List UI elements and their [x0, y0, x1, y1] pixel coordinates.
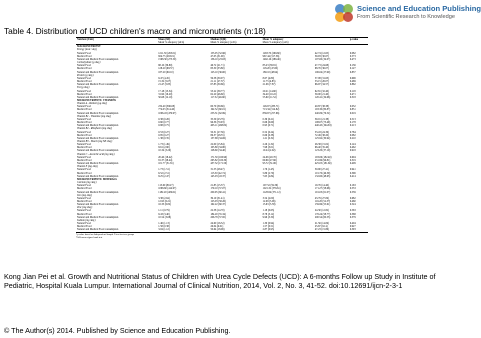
table-cell: Natural Food	[77, 76, 91, 80]
table-cell: 47.23 (15.86)	[314, 228, 349, 232]
table-cell: 0.69 (0.38)	[262, 133, 275, 137]
table-cell: 0.319	[349, 158, 356, 162]
table-cell: 0.553	[349, 187, 356, 191]
table-cell: 86.37 (28.55)	[210, 133, 225, 137]
table-cell: Medical Food	[77, 225, 92, 229]
table-subheader-cell: Mean % adequacy (sd/n)	[262, 41, 314, 45]
table-cell: 123.20 (37.10)	[314, 149, 331, 153]
table-cell: Protein (g /day)	[77, 73, 94, 77]
table-cell: 136.10 (23.63)	[210, 57, 226, 61]
copyright-text: © The Author(s) 2014. Published by Science and Education Publishing.	[4, 326, 231, 335]
table-footnote: ² Wilcoxon signed rank test	[76, 235, 103, 239]
table-cell: 24.60 (16.52)	[210, 222, 225, 226]
table-cell: 0.163	[349, 184, 356, 188]
table-cell: 47.73 (24.68)	[314, 64, 329, 68]
table-cell: 96.40 (35.40)	[314, 146, 329, 150]
table-cell: 107.60 (34.07)	[314, 57, 331, 61]
table-cell: MACRONUTRIENT	[77, 45, 101, 49]
table-cell: 0.573	[349, 54, 356, 58]
table-cell: 10.34 (3.20)	[158, 149, 172, 153]
table-cell: Vitamin E (mg /day)	[77, 165, 98, 169]
table-cell: Natural Food	[77, 89, 91, 93]
table-cell: 265.82 (100.30)	[210, 158, 228, 162]
table-cell: 132.60 (48.63)	[314, 174, 331, 178]
table-cell: Natural Food	[77, 105, 91, 109]
table-cell: Carbohydrate (g /day)	[77, 61, 101, 65]
table-cell: 240.09 (76.52)	[314, 111, 331, 115]
table-cell: 39.19 (31.41)	[210, 196, 225, 200]
table-cell: 0.66 (0.69)	[262, 121, 275, 125]
table-cell: 179.10 (57.07)	[210, 187, 226, 191]
table-cell: 72.49 (38.20)	[314, 133, 329, 137]
table-cell: 1021.32 (376.61)	[262, 187, 281, 191]
table-cell: Fat (g /day)	[77, 86, 90, 90]
table-cell: MICRONUTRIENTS: VITAMINS	[77, 98, 116, 102]
table-cell: 171.27 (58.66)	[314, 187, 331, 191]
table-cell: 0.127	[349, 67, 356, 71]
table-cell: 0.469	[349, 80, 356, 84]
table-cell: 0.462	[349, 146, 356, 150]
table-cell: 10.24 (2.92)	[262, 149, 276, 153]
table-cell: 128.60 (34.40)	[210, 149, 226, 153]
table-cell: 25.67 (8.14)	[314, 225, 328, 229]
table-cell: Natural and Medical Food consumption	[77, 70, 119, 74]
table-cell: 0.082	[349, 133, 356, 137]
table-cell: 403.11 (268.82)	[210, 124, 227, 128]
table-cell: 9.96 (3.30)	[262, 215, 275, 219]
table-cell: Natural and Medical Food consumption	[77, 203, 119, 207]
table-cell: 0.604	[349, 155, 356, 159]
table-cell: 62.20 (46.60)	[210, 92, 225, 96]
table-cell: Natural Food	[77, 209, 91, 213]
table-cell: 0.460	[349, 199, 356, 203]
table-subheader-cell: Mean % adequacy (sd/n)	[209, 41, 261, 45]
table-header-cell: Mean % adequacy	[262, 38, 314, 42]
table-cell: 3.54 (2.00)	[262, 196, 275, 200]
table-cell: 22.00 (15.84)	[210, 143, 225, 147]
table-subheader-cell: Mean % adequacy (sd/n)	[157, 41, 209, 45]
table-cell: Natural Food	[77, 168, 91, 172]
table-cell: Natural and Medical Food consumption	[77, 149, 119, 153]
table-header-cell: Mean (SD)	[157, 38, 209, 42]
publisher-logo-icon	[334, 3, 354, 23]
table-cell: 20.40 (18.42)	[158, 155, 173, 159]
table-cell: Medical Food	[77, 187, 92, 191]
table-cell: 0.918	[349, 149, 356, 153]
table-cell: 0.98 (0.75)	[158, 124, 170, 128]
table-cell: Natural Food	[77, 196, 91, 200]
table-cell: Natural and Medical Food consumption	[77, 111, 119, 115]
table-cell: 137.68 (34.06)	[210, 136, 226, 140]
table-cell: 81.37 (28.44)	[158, 158, 173, 162]
table-cell: 1006.43 (479.97)	[158, 111, 177, 115]
table-cell: 40.87 (38.38)	[314, 105, 329, 109]
table-cell: 62.81 (32.40)	[314, 89, 329, 93]
table-cell: 2.87 (0.95)	[262, 228, 314, 232]
table-cell: 713.34 (314.82)	[262, 108, 280, 112]
table-cell: Natural and Medical Food consumption	[77, 95, 119, 99]
table-cell: 0.471	[349, 92, 356, 96]
table-cell: 15.63 (5.58)	[262, 203, 276, 207]
table-cell: Medical Food	[77, 158, 92, 162]
table-cell: 21.11 (27.37)	[210, 80, 225, 84]
table-cell: 69.66 (27.66)	[262, 158, 277, 162]
table-cell: 17.18 (13.34)	[158, 89, 173, 93]
table-cell: 125.92 (30.92)	[314, 136, 331, 140]
table-cell: Natural Food	[77, 155, 91, 159]
table-cell: 0.539	[349, 190, 356, 194]
table-cell: Natural Food	[77, 51, 91, 55]
table-cell: Medical Food	[77, 67, 92, 71]
table-cell: 30.90 (27.41)	[314, 168, 329, 172]
table-cell: 191.03 (61.07)	[314, 190, 331, 194]
table-cell: 1.58 (0.38)	[158, 225, 170, 229]
table-cell: 437.32 (171.50)	[210, 162, 228, 166]
table-cell: 0.473	[349, 57, 356, 61]
table-cell: 193.06 (182.40)	[314, 155, 332, 159]
table-cell: 0.837	[349, 70, 356, 74]
table-cell: 200.95 (60.41)	[210, 190, 226, 194]
table-cell: Medical Food	[77, 80, 92, 84]
table-cell: 50.64 (18.06)	[209, 228, 261, 232]
table-cell: Medical Food	[77, 199, 92, 203]
table-cell: 105.80 (34.80)	[210, 146, 226, 150]
table-cell: 0.38 (0.26)	[158, 117, 170, 121]
table-cell: 0.524	[349, 203, 356, 207]
table-cell: 24.06 (20.70)	[262, 155, 277, 159]
table-cell: 1128.84 (371.12)	[262, 190, 281, 194]
table-cell: 19.76 (14.40)	[314, 184, 329, 188]
table-cell: 0.53 (0.27)	[158, 130, 170, 134]
table-cell: 108.67 (73.49)	[314, 121, 331, 125]
table-footnote: ¹ p value based on Independent Sample T-test for two groups	[76, 232, 135, 236]
table-cell: 126.67 (283.71)	[262, 105, 280, 109]
table-cell: 1068.60 (414.97)	[158, 187, 177, 191]
table-cell: 31.53 (28.47)	[210, 168, 225, 172]
table-cell: 16.33 (6.82)	[158, 203, 172, 207]
table-cell: 47.05 (31.90)	[210, 54, 225, 58]
table-cell: 2.26 (1.32)	[262, 143, 275, 147]
table-cell: 162.22 (60.37)	[210, 203, 226, 207]
table-cell: 21.85 (15.37)	[210, 184, 225, 188]
table-cell: Iron (mg /day)	[77, 193, 93, 197]
table-cell: Natural Food	[77, 222, 91, 226]
table-cell: 0.082	[349, 51, 356, 55]
table-cell: 1.57 (0.51)	[262, 225, 275, 229]
citation-text: Kong Jian Pei et al. Growth and Nutritional Status of Children with Urea Cycle Defects (UCD): A 6-months Follow up Study in Institute of Pediatric, Hospital Kuala Lumpur. International Journal of Clinical Nutrition, 2014, Vol. 2, No. 3, 41-52. doi:10.12691/ijcn-2-3-1	[4, 272, 436, 290]
table-cell: 113.60 (80.27)	[158, 184, 174, 188]
table-cell: 50.31 (27.36)	[210, 130, 225, 134]
table-cell: 192.52 (60.01)	[210, 108, 226, 112]
table-cell: 8.78 (3.12)	[262, 212, 275, 216]
table-cell: 101.77 (31.81)	[158, 162, 174, 166]
table-cell: Medical Food	[77, 108, 92, 112]
table-cell: 193.30 (80.87)	[314, 108, 331, 112]
table-cell: 206.78 (57.95)	[210, 215, 226, 219]
table-cell: 9.47 (4.45)	[158, 76, 170, 80]
table-cell: 0.404	[349, 222, 356, 226]
table-cell: 10.54 (3.68)	[158, 215, 172, 219]
table-cell: 55.60 (11.52)	[262, 95, 277, 99]
table-cell: 0.927	[349, 225, 356, 229]
table-image	[76, 37, 368, 271]
table-header-cell: Median (IQR)	[209, 38, 261, 42]
table-cell: 0.210	[349, 136, 356, 140]
table-header-cell: p-value	[349, 38, 368, 42]
table-cell: 6.52 (2.51)	[158, 171, 170, 175]
table-cell: 8.25 (2.47)	[158, 174, 170, 178]
table-cell: 8.61 (2.90)	[158, 146, 170, 150]
publisher-logo	[334, 2, 481, 24]
table-cell: 1598.30 (273.50)	[158, 57, 177, 61]
table-cell: 1.73 (1.49)	[158, 143, 170, 147]
table-cell: Natural Food	[77, 64, 91, 68]
table-cell: 0.784	[349, 130, 356, 134]
table-cell: 12.09 (5.06)	[262, 199, 276, 203]
table-cell: 101.70 (46.39)	[314, 171, 331, 175]
table-cell: Natural and Medical Food consumption	[77, 83, 119, 87]
publisher-tagline: From Scientific Research to Knowledge	[357, 14, 455, 20]
figure-title: Table 4. Distribution of UCD children's macro and micronutrients (n:18)	[4, 26, 266, 36]
table-cell: 1.21 (0.32)	[262, 136, 275, 140]
table-cell: 0.032	[349, 105, 356, 109]
table-cell: 9.43 (3.40)	[158, 212, 170, 216]
table-cell: 3.04 (1.12)	[157, 228, 209, 232]
table-cell: 176.24 (58.77)	[314, 212, 331, 216]
table-cell: 8.67 (4.80)	[262, 76, 275, 80]
table-cell: 59.58 (30.07)	[210, 76, 225, 80]
table-cell: 153.05 (52.96)	[210, 51, 226, 55]
table-cell: 0.124	[349, 143, 356, 147]
table-cell: 43.79 (27.09)	[314, 196, 329, 200]
table-cell: 1462.16 (286.46)	[262, 57, 281, 61]
table-cell: 1.46 (1.13)	[158, 222, 170, 226]
table-cell: Natural and Medical Food consumption	[77, 174, 119, 178]
table-cell: 67.83 (30.66)	[210, 83, 225, 87]
table-cell: Natural and Medical Food consumption	[77, 136, 119, 140]
table-row	[76, 228, 368, 232]
table-cell: 12.95 (6.21)	[158, 199, 172, 203]
table-cell: 824.75 (263.01)	[158, 54, 175, 58]
table-cell: 839.67 (257.66)	[262, 111, 280, 115]
table-cell: 117.52 (46.60)	[210, 95, 226, 99]
table-cell: 66.97 (34.57)	[314, 83, 329, 87]
table-cell: 21.06 (7.87)	[262, 83, 276, 87]
table-cell: 0.213	[349, 124, 356, 128]
table-cell: 0.118	[349, 89, 356, 93]
table-cell: Natural and Medical Food consumption	[77, 162, 119, 166]
table-cell: 35.59 (23.79)	[210, 117, 225, 121]
table-cell: 0.393	[349, 228, 368, 232]
table-cell: Natural and Medical Food consumption	[77, 215, 119, 219]
table-cell: 0.379	[349, 215, 356, 219]
table-cell: Vitamin C - Ascorbic acid (mg /day)	[77, 152, 115, 156]
table-cell: 60.79 (39.66)	[210, 105, 225, 109]
table-cell: Natural Food	[77, 130, 91, 134]
table-cell: 180.10 (48.94)	[262, 70, 279, 74]
table-cell: 1.76 (1.45)	[262, 168, 275, 172]
table-cell: 106.04 (27.90)	[314, 70, 331, 74]
table-cell: 53.22 (39.77)	[210, 89, 225, 93]
table-cell: 15.32 (5.07)	[158, 80, 172, 84]
table-cell: 59.00 (21.40)	[314, 92, 329, 96]
table-cell: Natural and Medical Food consumption	[77, 124, 119, 128]
table-cell: Natural Food	[77, 184, 91, 188]
table-cell: 159.99 (55.61)	[314, 203, 331, 207]
table-cell: Natural and Medical Food consumption	[77, 57, 119, 61]
table-cell: Medical Food	[77, 133, 92, 137]
table-cell: 39.93 (30.67)	[314, 54, 329, 58]
table-body	[76, 45, 368, 232]
table-cell: 20.21 (14.60)	[262, 89, 277, 93]
table-cell: 184.20 (55.34)	[210, 212, 226, 216]
table-cell: 46.72 (21.71)	[210, 64, 225, 68]
table-cell: 11.73 (4.83)	[262, 80, 276, 84]
table-cell: Vitamin A - Retinol (µg /day)	[77, 102, 108, 106]
table-cell: 1.11 (0.79)	[158, 209, 170, 213]
table-cell: Vitamin B1 - Thiamine (mg /day)	[77, 114, 112, 118]
table-cell: 0.414	[349, 174, 356, 178]
table-cell: Medical Food	[77, 212, 92, 216]
table-cell: Medical Food	[77, 121, 92, 125]
table-cell: 26.04 (6.01)	[210, 225, 224, 229]
table-header-cell: Nutrient (Unit)	[76, 38, 157, 42]
table-cell: 22.58 (14.70)	[210, 209, 225, 213]
table-cell: 57.08 (31.63)	[314, 76, 329, 80]
table-cell: 50.68 (12.10)	[158, 95, 173, 99]
table-cell: 0.409	[349, 162, 356, 166]
nutrient-table	[76, 37, 368, 233]
table-cell: 118.20 (47.60)	[262, 67, 278, 71]
table-cell: 1.18 (0.63)	[262, 209, 275, 213]
table-cell: Calcium (mg /day)	[77, 181, 97, 185]
table-cell: 128.20 (68.57)	[158, 67, 174, 71]
table-cell: 83.30 (33.80)	[210, 67, 225, 71]
table-cell: 24.30 (12.82)	[314, 209, 329, 213]
table-cell: 0.178	[349, 121, 356, 125]
table-cell: Vitamin B2 - Riboflavin (mg /day)	[77, 127, 113, 131]
table-cell: 7.98 (3.01)	[262, 146, 275, 150]
table-cell: 53.15 (26.07)	[314, 80, 329, 84]
table-cell: 0.513	[349, 117, 356, 121]
table-cell: 440.45 (194.63)	[314, 124, 332, 128]
table-cell: 0.52 (0.24)	[262, 130, 275, 134]
table-cell: 0.39 (0.21)	[262, 117, 275, 121]
table-cell: 0.95 (0.71)	[262, 124, 275, 128]
table-cell: 1211.30 (263.01)	[158, 51, 177, 55]
table-cell: Energy (kcal / day)	[77, 48, 97, 52]
table-cell: Natural and Medical Food consumption	[76, 228, 157, 232]
table-cell: Medical Food	[77, 171, 92, 175]
table-cell: 3.38 (2.64)	[158, 196, 170, 200]
table-cell: 113.50 (42.74)	[210, 171, 226, 175]
table-cell: 42.74 (12.65)	[314, 51, 329, 55]
table-cell: 53.43 (24.36)	[314, 130, 329, 134]
table-cell: 0.396	[349, 171, 356, 175]
table-cell: 1182.20 (409.61)	[158, 190, 177, 194]
table-cell: 232.40 (396.08)	[158, 105, 175, 109]
publisher-name: Science and Education Publishing	[357, 4, 481, 13]
table-cell: 0.60 (0.77)	[158, 121, 170, 125]
table-cell: 774.03 (314.40)	[158, 108, 175, 112]
table-cell: 0.136	[349, 64, 356, 68]
table-cell: Medical Food	[77, 146, 92, 150]
table-cell: 0.941	[349, 168, 356, 172]
table-cell: 425.05 (181.60)	[314, 162, 332, 166]
table-cell: MICRONUTRIENTS: MINERALS	[77, 177, 117, 181]
table-cell: Vitamin B3 - Niacin (mg NE /day)	[77, 140, 113, 143]
table-cell: 26.38 (15.02)	[314, 143, 329, 147]
table-cell: 83.23 (38.81)	[262, 64, 277, 68]
table-cell: 145.03 (43.37)	[210, 174, 226, 178]
table-cell: 231.99 (96.81)	[314, 158, 331, 162]
table-cell: 0.85 (0.27)	[158, 133, 170, 137]
table-cell: 68.10 (36.80)	[158, 64, 173, 68]
table-cell: Natural and Medical Food consumption	[77, 190, 119, 194]
table-cell: 34.40 (10.22)	[262, 92, 277, 96]
table-cell: Natural Food	[77, 117, 91, 121]
table-cell: 1.38 (0.35)	[158, 136, 170, 140]
table-cell: 68.76 (36.07)	[314, 67, 329, 71]
table-cell: 39.01 (21.38)	[314, 117, 329, 121]
table-cell: Zinc (mg /day)	[77, 206, 93, 210]
table-cell: 0.368	[349, 212, 356, 216]
table-cell: Sodium (mg /day)	[77, 218, 96, 222]
table-cell: Natural Food	[77, 143, 91, 147]
table-cell: 123.10 (36.60)	[210, 70, 226, 74]
table-cell: 120.41 (34.66)	[314, 95, 331, 99]
table-cell: 0.696	[349, 76, 356, 80]
table-cell: 967.44 (317.36)	[262, 54, 280, 58]
table-cell: 5.89 (2.79)	[262, 171, 275, 175]
table-cell: 21.47 (5.85)	[158, 83, 172, 87]
table-cell: 0.318	[349, 95, 356, 99]
table-cell: 93.72 (31.06)	[262, 162, 277, 166]
table-cell: 123.03 (58.26)	[210, 199, 226, 203]
table-cell: 0.563	[349, 209, 356, 213]
table-cell: 0.862	[349, 83, 356, 87]
table-cell: 1.30 (0.94)	[262, 222, 275, 226]
table-cell: 96.36 (70.93)	[210, 121, 225, 125]
table-cell: 31.90 (16.20)	[158, 92, 173, 96]
table-cell: Medical Food	[77, 54, 92, 58]
table-cell: 253.31 (62.99)	[210, 111, 226, 115]
table-cell: 187.20 (60.10)	[158, 70, 174, 74]
table-cell: 107.52 (59.39)	[262, 184, 279, 188]
table-cell: 0.019	[349, 111, 356, 115]
table-cell: 1.73 (1.51)	[158, 168, 170, 172]
table-cell: 116.20 (52.37)	[314, 199, 331, 203]
table-cell: 7.65 (2.84)	[262, 174, 275, 178]
table-cell: 171.50 (160.90)	[210, 155, 228, 159]
table-cell: Medical Food	[77, 92, 92, 96]
table-cell: 200.54 (60.53)	[314, 215, 331, 219]
table-cell: 0.682	[349, 196, 356, 200]
table-cell: 1263.70 (269.60)	[262, 51, 281, 55]
table-cell: 21.56 (14.09)	[314, 222, 329, 226]
table-cell: 0.851	[349, 108, 356, 112]
